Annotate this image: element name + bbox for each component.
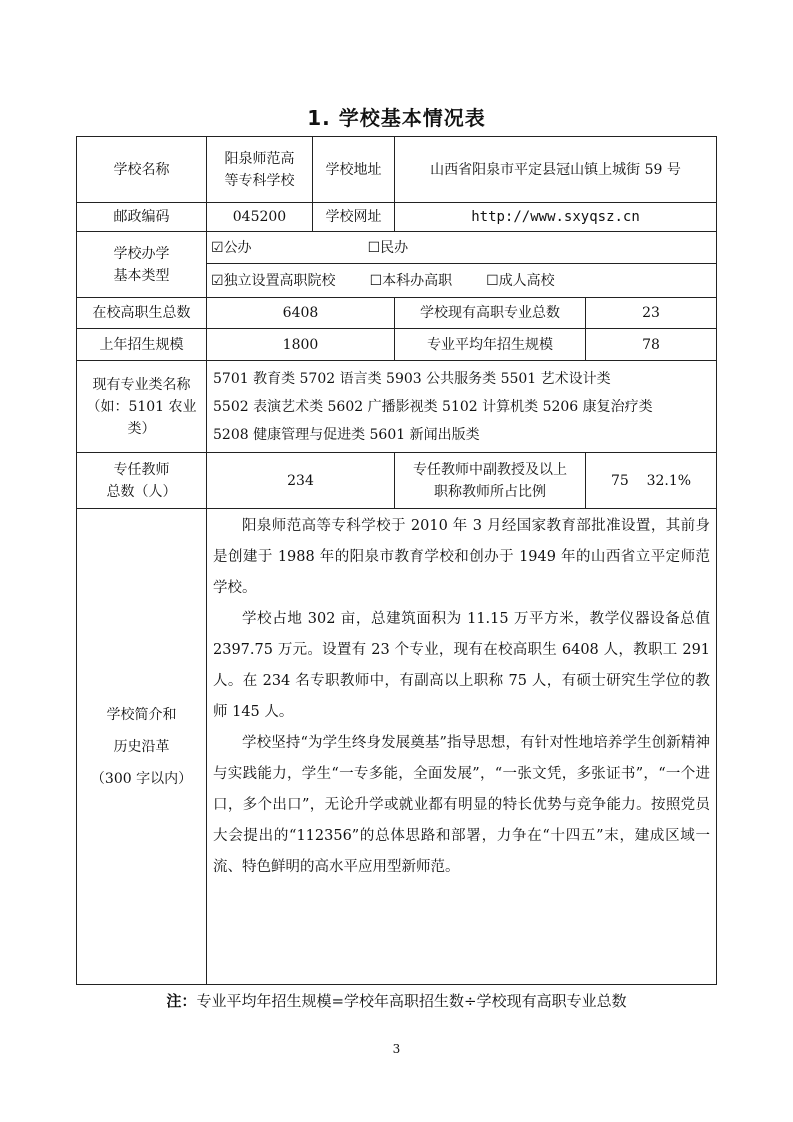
students-total-label: 在校高职生总数 bbox=[77, 298, 207, 329]
intro-content bbox=[207, 509, 717, 985]
option-label: 公办 bbox=[223, 239, 252, 256]
website-label: 学校网址 bbox=[313, 203, 395, 232]
senior-label-line: 专任教师中副教授及以上 bbox=[413, 461, 567, 478]
majors-total-value: 23 bbox=[586, 298, 717, 329]
avg-enrollment-value: 78 bbox=[586, 329, 717, 361]
option-label: 成人高校 bbox=[498, 272, 555, 289]
school-name-value bbox=[207, 137, 313, 203]
school-name-line: 等专科学校 bbox=[224, 172, 295, 189]
majors-line: 5208 健康管理与促进类 5601 新闻出版类 bbox=[213, 426, 480, 443]
unchecked-box-icon: ☐ bbox=[486, 272, 499, 289]
school-type-label-line: 学校办学 bbox=[113, 245, 170, 262]
table-row bbox=[77, 453, 717, 509]
intro-label-line: 历史沿革 bbox=[113, 738, 170, 755]
teachers-total-value: 234 bbox=[207, 453, 395, 509]
option-label: 独立设置高职院校 bbox=[223, 272, 336, 289]
school-info-table bbox=[76, 136, 717, 985]
teachers-label-line: 总数（人） bbox=[106, 483, 177, 500]
checked-box-icon: ☑ bbox=[211, 272, 224, 289]
table-row bbox=[77, 298, 717, 329]
majors-total-label: 学校现有高职专业总数 bbox=[395, 298, 586, 329]
option-label: 本科办高职 bbox=[382, 272, 453, 289]
majors-label-line: 现有专业类名称 bbox=[92, 376, 191, 393]
ownership-options bbox=[207, 232, 717, 264]
unchecked-box-icon: ☐ bbox=[367, 239, 381, 256]
majors-line: 5701 教育类 5702 语言类 5903 公共服务类 5501 艺术设计类 bbox=[213, 370, 611, 387]
table-row bbox=[77, 232, 717, 264]
intro-label-line: 学校简介和 bbox=[106, 706, 177, 723]
senior-ratio-value: 75 32.1% bbox=[586, 453, 717, 509]
checked-box-icon: ☑ bbox=[211, 239, 224, 256]
table-row bbox=[77, 137, 717, 203]
undergrad-vocational-option[interactable] bbox=[370, 270, 453, 292]
footnote-text: 专业平均年招生规模=学校年高职招生数÷学校现有高职专业总数 bbox=[196, 992, 627, 1010]
postcode-value: 045200 bbox=[207, 203, 313, 232]
intro-paragraph: 学校坚持“为学生终身发展奠基”指导思想，有针对性地培养学生创新精神与实践能力，学生“一专多能，全面发展”，“一张文凭，多张证书”，“一个进口，多个出口”，无论升学或就业都有明显的特长优势与竞争能力。按照党员大会提出的“112356”的总体思路和部署，力争在“十四五”末，建成区域一流、特色鲜明的高水平应用型新师范。 bbox=[213, 735, 711, 875]
students-total-value: 6408 bbox=[207, 298, 395, 329]
table-row bbox=[77, 509, 717, 985]
page-title: 1. 学校基本情况表 bbox=[307, 106, 486, 130]
majors-line: 5502 表演艺术类 5602 广播影视类 5102 计算机类 5206 康复治疗类 bbox=[213, 398, 653, 415]
table-row bbox=[77, 203, 717, 232]
majors-list bbox=[207, 361, 717, 453]
school-address-label: 学校地址 bbox=[313, 137, 395, 203]
majors-label-line: 类） bbox=[127, 420, 156, 437]
independent-vocational-option[interactable] bbox=[211, 270, 336, 292]
intro-paragraph: 阳泉师范高等专科学校于 2010 年 3 月经国家教育部批准设置，其前身是创建于 1988 年的阳泉市教育学校和创办于 1949 年的山西省立平定师范学校。 bbox=[213, 518, 711, 596]
avg-enrollment-label: 专业平均年招生规模 bbox=[395, 329, 586, 361]
website-value: http://www.sxyqsz.cn bbox=[395, 203, 717, 232]
majors-label bbox=[77, 361, 207, 453]
enrollment-value: 1800 bbox=[207, 329, 395, 361]
option-label: 民办 bbox=[380, 239, 409, 256]
school-type-label-line: 基本类型 bbox=[113, 267, 170, 284]
table-row bbox=[77, 329, 717, 361]
intro-label-line: （300 字以内） bbox=[90, 770, 193, 787]
table-row bbox=[77, 361, 717, 453]
footnote bbox=[0, 990, 793, 1011]
institution-type-options bbox=[207, 264, 717, 298]
footnote-prefix: 注： bbox=[166, 992, 197, 1010]
postcode-label: 邮政编码 bbox=[77, 203, 207, 232]
school-address-value: 山西省阳泉市平定县冠山镇上城街 59 号 bbox=[395, 137, 717, 203]
enrollment-label: 上年招生规模 bbox=[77, 329, 207, 361]
school-name-label: 学校名称 bbox=[77, 137, 207, 203]
senior-label-line: 职称教师所占比例 bbox=[434, 483, 546, 500]
adult-college-option[interactable] bbox=[486, 270, 555, 292]
teachers-label-line: 专任教师 bbox=[113, 461, 170, 478]
intro-label bbox=[77, 509, 207, 985]
senior-ratio-label bbox=[395, 453, 586, 509]
majors-label-line: （如：5101 农业 bbox=[86, 398, 197, 415]
unchecked-box-icon: ☐ bbox=[369, 272, 383, 289]
school-name-line: 阳泉师范高 bbox=[224, 150, 295, 167]
school-type-label bbox=[77, 232, 207, 298]
intro-paragraph: 学校占地 302 亩，总建筑面积为 11.15 万平方米，教学仪器设备总值 2397.75 万元。设置有 23 个专业，现有在校高职生 6408 人，教职工 291 人。在 234 名专职教师中，有副高以上职称 75 人，有硕士研究生学位的教师 145 人。 bbox=[213, 611, 711, 720]
page-number: 3 bbox=[392, 1042, 401, 1056]
private-option[interactable] bbox=[368, 237, 409, 259]
teachers-total-label bbox=[77, 453, 207, 509]
public-option[interactable] bbox=[211, 237, 252, 259]
